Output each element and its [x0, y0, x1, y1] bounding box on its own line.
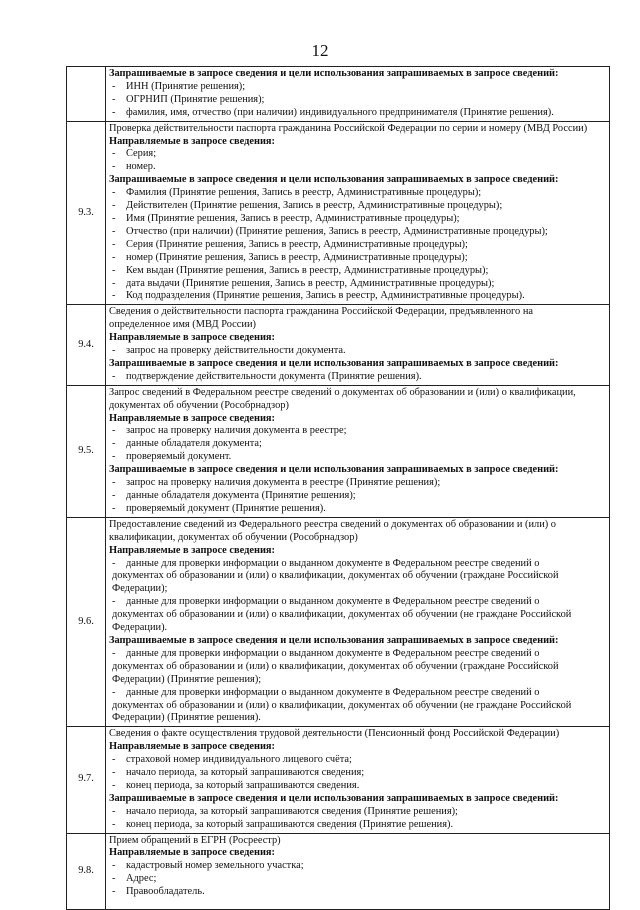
list-item-text: Серия; — [126, 148, 157, 160]
list-item — [109, 477, 606, 490]
row-title: Запрос сведений в Федеральном реестре сведений о документах об образовании и (или) о квалификации, — [109, 386, 576, 398]
row-number: 9.4. — [67, 305, 106, 385]
dash-bullet: - — [112, 860, 116, 872]
list-item — [109, 490, 606, 503]
row-title: документах об обучении (Рособрнадзор) — [109, 399, 289, 411]
list-item-text: кадастровый номер земельного участка; — [126, 860, 304, 872]
dash-bullet: - — [112, 686, 116, 698]
row-content — [106, 305, 610, 385]
dash-bullet: - — [112, 754, 116, 766]
row-number: 9.8. — [67, 833, 106, 910]
dash-bullet: - — [112, 451, 116, 463]
section-heading: Направляемые в запросе сведения: — [109, 412, 276, 424]
list-item-text: Отчество (при наличии) (Принятие решения, Запись в реестр, Административные процедуры); — [126, 225, 548, 237]
row-title: Прием обращений в ЕГРН (Росреестр) — [109, 834, 281, 846]
list-item-text: данные для проверки информации о выданном документе в Федеральном реестре сведений о — [126, 647, 540, 659]
section-heading: Запрашиваемые в запросе сведения и цели использования запрашиваемых в запросе сведений: — [109, 174, 559, 186]
list-item-text: Действителен (Принятие решения, Запись в реестр, Административные процедуры); — [126, 200, 503, 212]
list-item-continuation: документах об образовании и (или) о квалификации, документах об обучении (граждане Российской — [112, 570, 559, 582]
section-heading: Направляемые в запросе сведения: — [109, 332, 276, 344]
list-item — [109, 148, 606, 161]
list-item — [109, 558, 606, 571]
list-item — [109, 451, 606, 464]
row-content — [106, 727, 610, 833]
table-row — [67, 67, 610, 122]
list-item-continuation: Федерации). — [112, 622, 168, 634]
list-item-continuation: документах об образовании и (или) о квалификации, документах об обучении (не граждане Российской — [112, 609, 572, 621]
list-item-text: подтверждение действительности документа (Принятие решения). — [126, 370, 422, 382]
list-item-text: страховой номер индивидуального лицевого счёта; — [126, 754, 352, 766]
list-item — [109, 265, 606, 278]
table-row — [67, 517, 610, 727]
list-item-text: ИНН (Принятие решения); — [126, 80, 246, 92]
row-content — [106, 121, 610, 305]
list-item — [109, 107, 606, 120]
row-title: Предоставление сведений из Федерального реестра сведений о документах об образовании и (или) о — [109, 518, 557, 530]
dash-bullet: - — [112, 647, 116, 659]
dash-bullet: - — [112, 80, 116, 92]
list-item — [109, 780, 606, 793]
list-item — [109, 213, 606, 226]
dash-bullet: - — [112, 106, 116, 118]
list-item-continuation: Федерации) (Принятие решения); — [112, 673, 262, 685]
dash-bullet: - — [112, 161, 116, 173]
section-heading: Направляемые в запросе сведения: — [109, 544, 276, 556]
dash-bullet: - — [112, 93, 116, 105]
row-content — [106, 385, 610, 517]
dash-bullet: - — [112, 477, 116, 489]
dash-bullet: - — [112, 264, 116, 276]
list-item — [109, 819, 606, 832]
dash-bullet: - — [112, 805, 116, 817]
list-item-continuation: документах об образовании и (или) о квалификации, документах об обучении (не граждане Российской — [112, 699, 572, 711]
list-item-text: Код подразделения (Принятие решения, Запись в реестр, Административные процедуры). — [126, 290, 525, 302]
section-heading: Запрашиваемые в запросе сведения и цели использования запрашиваемых в запросе сведений: — [109, 357, 559, 369]
list-item-text: запрос на проверку наличия документа в реестре (Принятие решения); — [126, 477, 441, 489]
list-item-text: проверяемый документ (Принятие решения). — [126, 502, 326, 514]
dash-bullet: - — [112, 345, 116, 357]
dash-bullet: - — [112, 886, 116, 898]
list-item-text: начало периода, за который запрашиваются сведения; — [126, 767, 365, 779]
row-number: 9.3. — [67, 121, 106, 305]
list-item — [109, 81, 606, 94]
list-item-text: данные для проверки информации о выданном документе в Федеральном реестре сведений о — [126, 596, 540, 608]
row-number — [67, 67, 106, 122]
dash-bullet: - — [112, 779, 116, 791]
dash-bullet: - — [112, 490, 116, 501]
dash-bullet: - — [112, 596, 116, 608]
dash-bullet: - — [112, 557, 116, 569]
list-item — [109, 200, 606, 213]
list-item-text: фамилия, имя, отчество (при наличии) индивидуального предпринимателя (Принятие решения). — [126, 106, 554, 118]
list-item-text: дата выдачи (Принятие решения, Запись в реестр, Административные процедуры); — [126, 277, 495, 289]
row-title: определенное имя (МВД России) — [109, 319, 256, 331]
list-item-text: номер (Принятие решения, Запись в реестр, Административные процедуры); — [126, 251, 468, 263]
list-item-text: начало периода, за который запрашиваются сведения (Принятие решения); — [126, 805, 458, 817]
list-item-text: Серия (Принятие решения, Запись в реестр, Административные процедуры); — [126, 238, 468, 250]
row-content — [106, 67, 610, 122]
list-item — [109, 873, 606, 886]
list-item-text: ОГРНИП (Принятие решения); — [126, 93, 265, 105]
dash-bullet: - — [112, 438, 116, 450]
list-item — [109, 252, 606, 265]
row-title: квалификации, документах об обучении (Рособрнадзор) — [109, 531, 358, 543]
row-title: Проверка действительности паспорта гражданина Российской Федерации по серии и номеру (МВД России) — [109, 122, 588, 134]
section-heading: Запрашиваемые в запросе сведения и цели использования запрашиваемых в запросе сведений: — [109, 464, 559, 476]
row-title: Сведения о факте осуществления трудовой деятельности (Пенсионный фонд Российской Федерации) — [109, 728, 560, 740]
dash-bullet: - — [112, 767, 116, 779]
dash-bullet: - — [112, 425, 116, 437]
dash-bullet: - — [112, 370, 116, 382]
list-item-text: запрос на проверку действительности документа. — [126, 345, 346, 357]
list-item — [109, 226, 606, 239]
list-item — [109, 886, 606, 899]
section-heading: Направляемые в запросе сведения: — [109, 135, 276, 147]
list-item-text: данные обладателя документа (Принятие решения); — [126, 490, 356, 501]
dash-bullet: - — [112, 225, 116, 237]
list-item-text: данные обладателя документа; — [126, 438, 262, 450]
section-heading: Направляемые в запросе сведения: — [109, 741, 276, 753]
list-item — [109, 438, 606, 451]
dash-bullet: - — [112, 290, 116, 302]
list-item-text: Имя (Принятие решения, Запись в реестр, Административные процедуры); — [126, 212, 460, 224]
list-item — [109, 278, 606, 291]
dash-bullet: - — [112, 251, 116, 263]
list-item — [109, 425, 606, 438]
table-row — [67, 305, 610, 385]
row-title: Сведения о действительности паспорта гражданина Российской Федерации, предъявленного на — [109, 306, 534, 318]
list-item — [109, 687, 606, 700]
list-item — [109, 290, 606, 303]
section-heading: Запрашиваемые в запросе сведения и цели использования запрашиваемых в запросе сведений: — [109, 634, 559, 646]
row-number: 9.6. — [67, 517, 106, 727]
list-item-text: Правообладатель. — [126, 886, 205, 898]
list-item — [109, 648, 606, 661]
list-item-text: запрос на проверку наличия документа в реестре; — [126, 425, 347, 437]
list-item-text: данные для проверки информации о выданном документе в Федеральном реестре сведений о — [126, 686, 540, 698]
list-item-text: Кем выдан (Принятие решения, Запись в реестр, Административные процедуры); — [126, 264, 489, 276]
dash-bullet: - — [112, 187, 116, 199]
list-item — [109, 503, 606, 516]
dash-bullet: - — [112, 212, 116, 224]
list-item-text: конец периода, за который запрашиваются сведения. — [126, 779, 360, 791]
list-item — [109, 371, 606, 384]
list-item-text: проверяемый документ. — [126, 451, 232, 463]
list-item — [109, 161, 606, 174]
list-item — [109, 94, 606, 107]
requirements-table — [66, 66, 610, 910]
section-heading: Запрашиваемые в запросе сведения и цели использования запрашиваемых в запросе сведений: — [109, 792, 559, 804]
requirements-table-body — [67, 67, 610, 910]
list-item-text: данные для проверки информации о выданном документе в Федеральном реестре сведений о — [126, 557, 540, 569]
row-content — [106, 517, 610, 727]
list-item-text: Адрес; — [126, 873, 157, 885]
list-item-continuation: документах об образовании и (или) о квалификации, документах об обучении (граждане Российской — [112, 660, 559, 672]
dash-bullet: - — [112, 818, 116, 830]
list-item — [109, 806, 606, 819]
table-row — [67, 727, 610, 833]
table-row — [67, 121, 610, 305]
list-item-text: номер. — [126, 161, 156, 173]
table-row — [67, 833, 610, 910]
dash-bullet: - — [112, 200, 116, 212]
list-item — [109, 767, 606, 780]
dash-bullet: - — [112, 502, 116, 514]
list-item-text: конец периода, за который запрашиваются сведения (Принятие решения). — [126, 818, 454, 830]
dash-bullet: - — [112, 148, 116, 160]
list-item-continuation: Федерации) (Принятие решения). — [112, 712, 261, 724]
list-item — [109, 596, 606, 609]
table-row — [67, 385, 610, 517]
list-item — [109, 345, 606, 358]
list-item — [109, 187, 606, 200]
page-number: 12 — [311, 41, 329, 60]
dash-bullet: - — [112, 277, 116, 289]
list-item — [109, 754, 606, 767]
row-number: 9.7. — [67, 727, 106, 833]
list-item — [109, 239, 606, 252]
row-content — [106, 833, 610, 910]
row-number: 9.5. — [67, 385, 106, 517]
section-heading: Направляемые в запросе сведения: — [109, 847, 276, 859]
section-heading: Запрашиваемые в запросе сведения и цели использования запрашиваемых в запросе сведений: — [109, 68, 559, 79]
list-item-text: Фамилия (Принятие решения, Запись в реестр, Административные процедуры); — [126, 187, 482, 199]
list-item-continuation: Федерации); — [112, 583, 168, 595]
dash-bullet: - — [112, 873, 116, 885]
dash-bullet: - — [112, 238, 116, 250]
list-item — [109, 860, 606, 873]
